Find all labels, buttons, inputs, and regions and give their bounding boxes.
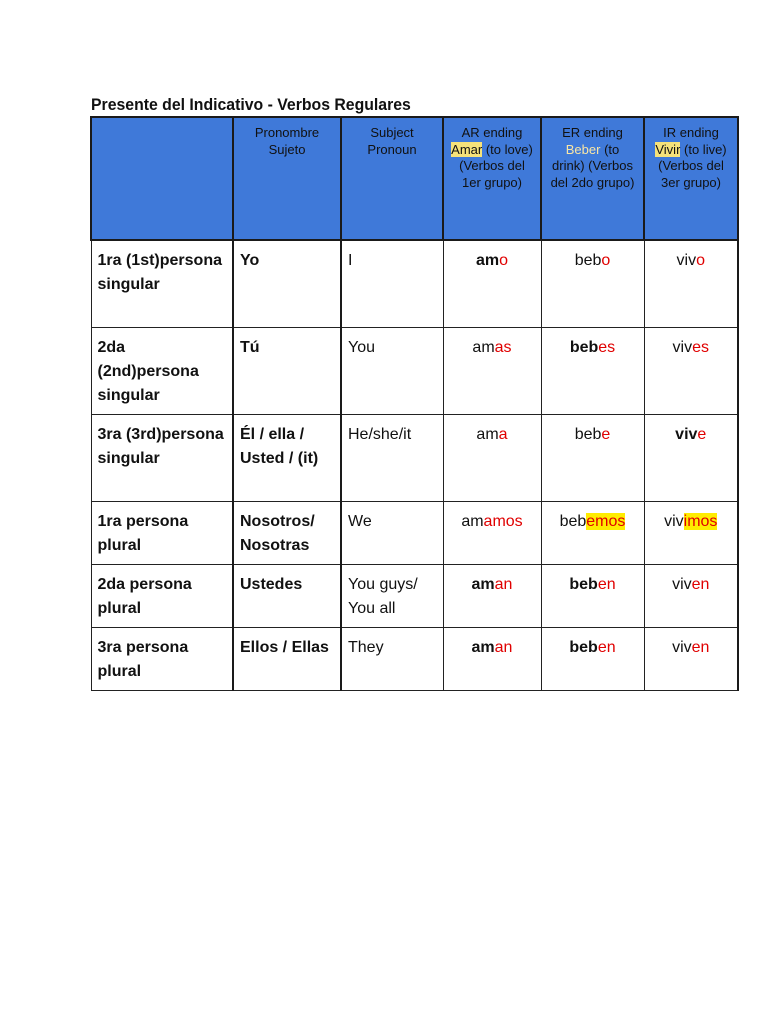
ir-form-cell: viven bbox=[644, 565, 738, 628]
conjugation-table bbox=[90, 116, 739, 691]
table-header-row bbox=[91, 117, 738, 240]
pronoun-cell: Ustedes bbox=[233, 565, 341, 628]
table-row bbox=[91, 240, 738, 328]
header-ar-rest: (to love) (Verbos del 1er grupo) bbox=[459, 141, 533, 190]
er-form-cell: bebe bbox=[541, 415, 644, 502]
pronoun-cell: Nosotros/ Nosotras bbox=[233, 502, 341, 565]
header-cell-empty bbox=[91, 117, 233, 240]
table-row bbox=[91, 328, 738, 415]
header-ir-verb: Vivir bbox=[655, 141, 681, 157]
header-cell-subject-pronoun: Subject Pronoun bbox=[341, 117, 443, 240]
er-form-cell: bebo bbox=[541, 240, 644, 328]
person-cell: 1ra persona plural bbox=[91, 502, 233, 565]
er-form-cell: bebes bbox=[541, 328, 644, 415]
header-ir-rest: (to live) (Verbos del 3er grupo) bbox=[658, 141, 727, 190]
header-cell-pronombre: Pronombre Sujeto bbox=[233, 117, 341, 240]
ar-form-cell: amamos bbox=[443, 502, 541, 565]
pronoun-cell: Tú bbox=[233, 328, 341, 415]
person-cell: 2da (2nd)persona singular bbox=[91, 328, 233, 415]
table-row bbox=[91, 565, 738, 628]
pronoun-cell: Él / ella / Usted / (it) bbox=[233, 415, 341, 502]
header-er-rest: (to drink) (Verbos del 2do grupo) bbox=[550, 141, 635, 190]
header-er-verb: Beber bbox=[565, 141, 601, 157]
ar-form-cell: ama bbox=[443, 415, 541, 502]
header-er-label: ER ending bbox=[562, 125, 623, 140]
ir-form-cell: viven bbox=[644, 628, 738, 691]
table-row bbox=[91, 415, 738, 502]
pronoun-cell: Ellos / Ellas bbox=[233, 628, 341, 691]
ar-form-cell: aman bbox=[443, 565, 541, 628]
er-form-cell: beben bbox=[541, 628, 644, 691]
person-cell: 2da persona plural bbox=[91, 565, 233, 628]
table-row bbox=[91, 502, 738, 565]
header-cell-ir bbox=[644, 117, 738, 240]
ir-form-cell: vives bbox=[644, 328, 738, 415]
subject-cell: They bbox=[341, 628, 443, 691]
er-form-cell: beben bbox=[541, 565, 644, 628]
ar-form-cell: aman bbox=[443, 628, 541, 691]
subject-cell: You guys/ You all bbox=[341, 565, 443, 628]
subject-cell: I bbox=[341, 240, 443, 328]
table-row bbox=[91, 628, 738, 691]
er-form-cell: bebemos bbox=[541, 502, 644, 565]
header-cell-ar bbox=[443, 117, 541, 240]
page-title: Presente del Indicativo - Verbos Regulares bbox=[91, 95, 411, 114]
ar-form-cell: amas bbox=[443, 328, 541, 415]
subject-cell: We bbox=[341, 502, 443, 565]
header-ar-verb: Amar bbox=[451, 141, 483, 157]
person-cell: 1ra (1st)persona singular bbox=[91, 240, 233, 328]
header-ir-label: IR ending bbox=[663, 125, 719, 140]
ir-form-cell: vivo bbox=[644, 240, 738, 328]
ir-form-cell: vive bbox=[644, 415, 738, 502]
pronoun-cell: Yo bbox=[233, 240, 341, 328]
subject-cell: You bbox=[341, 328, 443, 415]
ar-form-cell: amo bbox=[443, 240, 541, 328]
ir-form-cell: vivimos bbox=[644, 502, 738, 565]
subject-cell: He/she/it bbox=[341, 415, 443, 502]
header-ar-label: AR ending bbox=[461, 125, 523, 140]
person-cell: 3ra (3rd)persona singular bbox=[91, 415, 233, 502]
header-cell-er bbox=[541, 117, 644, 240]
person-cell: 3ra persona plural bbox=[91, 628, 233, 691]
